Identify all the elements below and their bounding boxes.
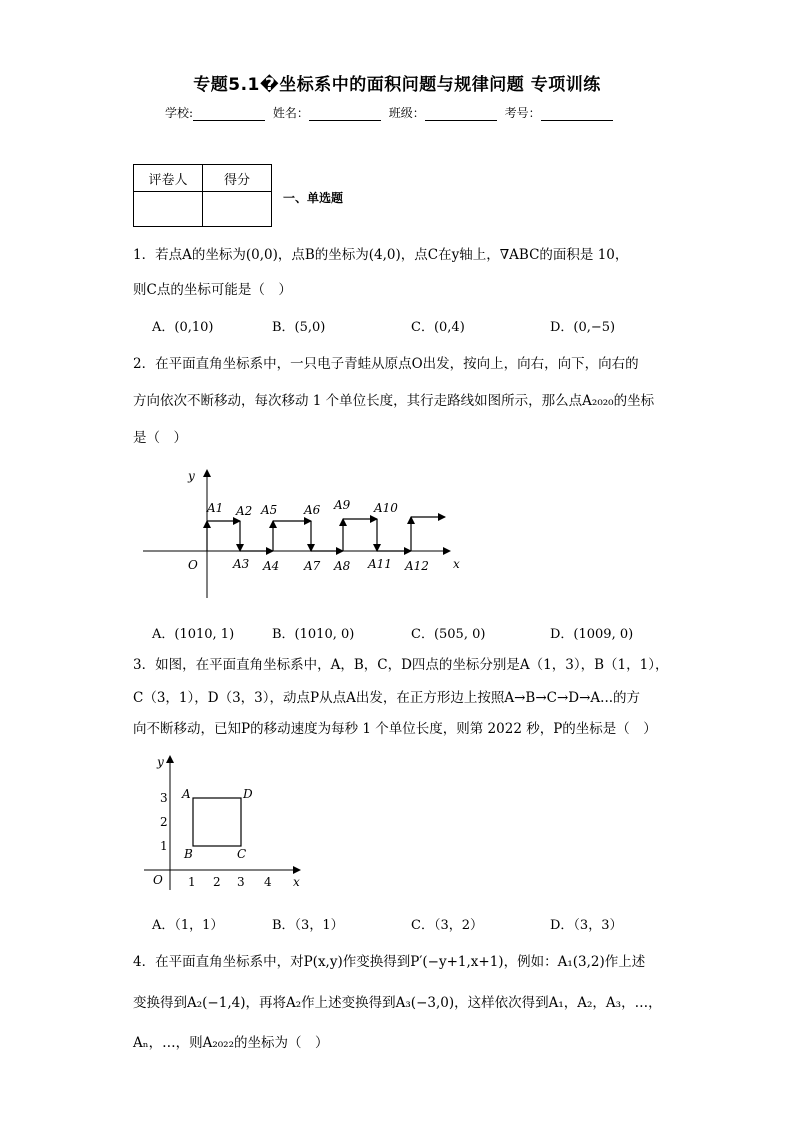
name-label: 姓名：	[272, 106, 309, 120]
q1-option-a[interactable]: A．(0,10)	[152, 320, 214, 335]
vertex-c: C	[237, 847, 247, 861]
origin-label: O	[153, 873, 163, 887]
q2-line1: 2．在平面直角坐标系中，一只电子青蛙从原点O出发，按向上，向右，向下，向右的	[133, 356, 639, 372]
label-a8: A8	[334, 559, 351, 573]
label-a2: A2	[236, 504, 253, 518]
q4-line1: 4．在平面直角坐标系中，对P(x,y)作变换得到P′(−y+1,x+1)，例如：A₁(3,2)作上述	[133, 954, 646, 970]
name-blank[interactable]	[309, 108, 381, 121]
q2-line2: 方向依次不断移动，每次移动 1 个单位长度，其行走路线如图所示，那么点A₂₀₂₀的坐标	[133, 393, 655, 409]
exam-number-label: 考号：	[504, 106, 541, 120]
q1-option-d[interactable]: D．(0,−5)	[550, 320, 616, 335]
section-heading: 一、单选题	[283, 191, 344, 205]
frog-path	[207, 517, 445, 551]
y-tick-3: 3	[160, 791, 168, 805]
x-tick-4: 4	[264, 875, 272, 889]
q2-option-a[interactable]: A．(1010, 1)	[152, 627, 235, 642]
label-a6: A6	[304, 503, 321, 517]
q1-line1: 1．若点A的坐标为(0,0)，点B的坐标为(4,0)，点C在y轴上，∇ABC的面积是 10，	[133, 247, 629, 263]
score-header: 得分	[203, 165, 272, 192]
q4-line2: 变换得到A₂(−1,4)，再将A₂作上述变换得到A₃(−3,0)，这样依次得到A₁，A₂，A₃，…，	[133, 995, 662, 1011]
q3-line2: C（3，1），D（3，3），动点P从点A出发，在正方形边上按照A→B→C→D→A...的方	[133, 690, 641, 706]
y-tick-2: 2	[160, 815, 168, 829]
x-axis-label: x	[293, 875, 300, 889]
y-axis-label: y	[188, 469, 195, 483]
label-a4: A4	[263, 559, 280, 573]
vertex-d: D	[243, 787, 253, 801]
q3-option-b[interactable]: B．（3，1）	[272, 918, 344, 933]
class-label: 班级：	[388, 106, 425, 120]
x-tick-3: 3	[237, 875, 245, 889]
y-axis-label: y	[157, 755, 164, 769]
grader-cell[interactable]	[134, 192, 203, 227]
student-info-line	[165, 104, 617, 121]
q2-option-c[interactable]: C．(505, 0)	[411, 627, 486, 642]
label-a1: A1	[207, 501, 224, 515]
x-tick-1: 1	[188, 875, 196, 889]
score-table	[133, 164, 272, 227]
label-a9: A9	[334, 498, 351, 512]
q3-option-d[interactable]: D．（3，3）	[550, 918, 623, 933]
label-a12: A12	[405, 559, 429, 573]
page-title: 专题5.1�坐标系中的面积问题与规律问题 专项训练	[193, 75, 601, 95]
grader-header: 评卷人	[134, 165, 203, 192]
q2-line3: 是（ ）	[133, 430, 187, 446]
q3-option-c[interactable]: C．（3，2）	[411, 918, 483, 933]
frog-path-figure	[135, 460, 465, 605]
vertex-b: B	[184, 847, 193, 861]
x-axis-label: x	[453, 557, 460, 571]
q3-line3: 向不断移动，已知P的移动速度为每秒 1 个单位长度，则第 2022 秒，P的坐标是（ ）	[133, 721, 657, 737]
label-a7: A7	[304, 559, 321, 573]
q2-option-b[interactable]: B．(1010, 0)	[272, 627, 355, 642]
vertex-a: A	[182, 787, 191, 801]
score-cell[interactable]	[203, 192, 272, 227]
label-a3: A3	[233, 557, 250, 571]
q1-option-b[interactable]: B．(5,0)	[272, 320, 326, 335]
exam-number-blank[interactable]	[541, 108, 613, 121]
y-tick-1: 1	[160, 839, 168, 853]
q4-line3: Aₙ，…，则A₂₀₂₂的坐标为（ ）	[133, 1035, 329, 1051]
q3-option-a[interactable]: A．（1，1）	[152, 918, 224, 933]
label-a5: A5	[261, 503, 278, 517]
x-tick-2: 2	[213, 875, 221, 889]
square-abcd	[193, 798, 241, 846]
school-label: 学校:	[165, 106, 194, 120]
q3-line1: 3．如图，在平面直角坐标系中，A，B，C，D四点的坐标分别是A（1，3），B（1，1），	[133, 657, 669, 673]
q2-option-d[interactable]: D．(1009, 0)	[550, 627, 634, 642]
label-a11: A11	[368, 557, 392, 571]
origin-label: O	[188, 558, 198, 572]
q1-option-c[interactable]: C．(0,4)	[411, 320, 465, 335]
square-path-figure	[140, 750, 310, 895]
school-blank[interactable]	[193, 108, 265, 121]
q1-line2: 则C点的坐标可能是（ ）	[133, 282, 292, 298]
class-blank[interactable]	[425, 108, 497, 121]
label-a10: A10	[374, 501, 398, 515]
